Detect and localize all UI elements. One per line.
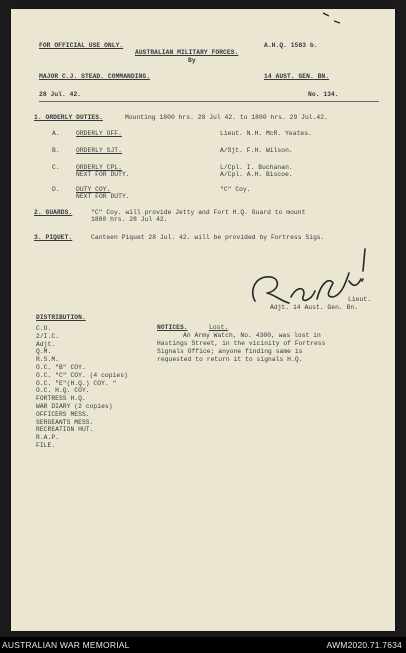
distribution-item: C.O. [36,325,52,332]
signatory-rank: Lieut. [348,296,371,303]
commander-line: MAJOR C.J. STEAD. COMMANDING. [39,73,151,80]
guards-text: "C" Coy. will provide Jetty and Fort H.Q. Guard to mount [91,209,306,216]
piquet-heading: 3. PIQUET. [34,234,73,241]
duty-assignee: "C" Coy. [220,186,251,193]
duty-letter: A. [52,130,60,137]
distribution-item: O.C. "C" COY. (4 copies) [36,371,128,379]
distribution-heading: DISTRIBUTION. [36,314,86,321]
orderly-duties-text: Mounting 1800 hrs. 28 Jul 42. to 1800 hrs. 29 Jul.42. [125,114,328,121]
order-number: No. 134. [308,91,339,98]
distribution-item: SERGEANTS MESS. [36,418,94,426]
distribution-item: WAR DIARY (2 copies) [36,403,113,410]
corner-mark-icon [334,19,340,25]
piquet-text: Canteen Piquet 28 Jul. 42. will be provided by Fortress Sigs. [91,234,325,241]
reference-number: A.H.Q. 1583 b. [264,42,318,49]
duty-assignee: L/Cpl. I. Buchanan. [220,164,293,171]
duty-letter: C. [52,164,60,171]
duty-role-next: NEXT FOR DUTY. [76,171,130,178]
document-page [11,9,395,631]
duty-role: ORDERLY CPL. [76,164,122,171]
forces-title: AUSTRALIAN MILITARY FORCES. [135,49,239,56]
distribution-item: R.S.M. [36,356,59,364]
duty-letter: B. [52,147,60,154]
notice-line: requested to return it to signals H.Q. [157,356,303,363]
by-label: By [188,57,196,64]
notice-line: An Army Watch, No. 4300, was lost in [183,332,321,339]
guards-text-continued: 1800 hrs. 28 Jul 42. [91,216,168,223]
duty-role: ORDERLY OFF. [76,130,122,137]
duty-letter: D. [52,186,60,193]
distribution-item: 2/I.C. [36,332,59,340]
distribution-item: FORTRESS H.Q. [36,395,86,403]
duty-role: DUTY COY. [76,186,111,193]
duty-assignee: A/Sjt. F.H. Wilson. [220,147,293,154]
notice-line: Hastings Street, in the vicinity of Fortress [157,340,326,347]
distribution-item: R.A.P. [36,434,59,442]
distribution-item: Adjt. [36,340,56,348]
distribution-item: O.C. "E"(H.Q.) COY. " [36,379,117,387]
corner-mark-icon [323,12,329,18]
distribution-item: RECREATION HUT. [36,426,94,434]
classification-label: FOR OFFICIAL USE ONLY. [39,42,124,49]
distribution-item: OFFICERS MESS. [36,410,90,418]
distribution-item: FILE. [36,442,56,449]
archive-reference: AWM2020.71.7634 [326,640,402,650]
duty-assignee: Lieut. N.H. McR. Yeates. [220,130,312,137]
distribution-item: O.C. H.Q. COY. [36,387,90,395]
archive-name: AUSTRALIAN WAR MEMORIAL [2,640,130,650]
duty-role-next: NEXT FOR DUTY. [76,193,130,200]
archive-footer [0,637,406,653]
distribution-item: O.C. "B" COY. [36,364,86,371]
signatory-title: Adjt. 14 Aust. Gen. Bn. [270,304,359,311]
order-date: 28 Jul. 42. [39,91,82,98]
notice-line: Signals Office; anyone finding same is [157,348,303,355]
notices-heading: NOTICES. [157,324,188,331]
duty-assignee-next: A/Cpl. A.H. Biscoe. [220,171,293,178]
orderly-duties-heading: 1. ORDERLY DUTIES. [34,114,103,121]
distribution-item: Q.M. [36,348,52,356]
duty-role: ORDERLY SJT. [76,147,122,154]
header-divider [39,101,379,102]
guards-heading: 2. GUARDS. [34,209,73,216]
notice-title: Lost. [209,324,229,331]
unit-name: 14 AUST. GEN. BN. [264,73,330,80]
